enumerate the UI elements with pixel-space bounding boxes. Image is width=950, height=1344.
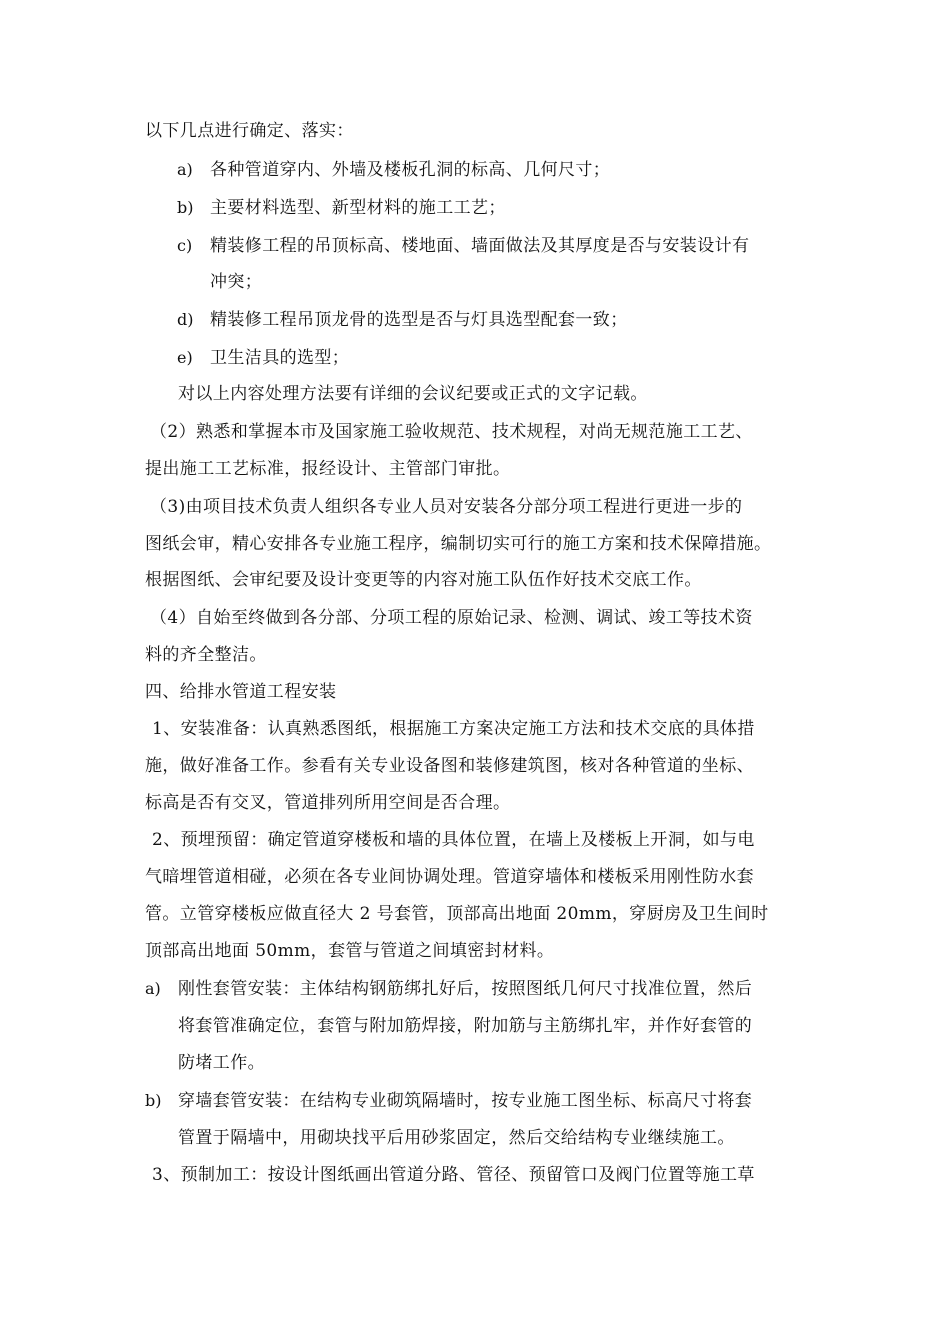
text-line: 管。立管穿楼板应做直径大 2 号套管，顶部高出地面 20mm，穿厨房及卫生间时 [145,904,769,924]
text-line: 精装修工程吊顶龙骨的选型是否与灯具选型配套一致； [210,310,628,330]
text-line: 提出施工工艺标准，报经设计、主管部门审批。 [145,459,511,479]
text-line: 以下几点进行确定、落实： [145,121,354,141]
text-line: 施，做好准备工作。参看有关专业设备图和装修建筑图，核对各种管道的坐标、 [145,756,754,776]
list-marker: c) [177,236,193,255]
list-marker: d) [177,310,194,329]
text-line: 刚性套管安装：主体结构钢筋绑扎好后，按照图纸几何尺寸找准位置，然后 [178,979,753,999]
text-line: 主要材料选型、新型材料的施工工艺； [210,198,506,218]
text-line: 气暗埋管道相碰，必须在各专业间协调处理。管道穿墙体和楼板采用刚性防水套 [145,867,754,887]
section-heading: 四、给排水管道工程安装 [145,682,337,702]
text-line: 穿墙套管安装：在结构专业砌筑隔墙时，按专业施工图坐标、标高尺寸将套 [178,1091,753,1111]
text-line: 精装修工程的吊顶标高、楼地面、墙面做法及其厚度是否与安装设计有 [210,236,750,256]
list-marker: e) [177,348,193,367]
text-line: 管置于隔墙中，用砌块找平后用砂浆固定，然后交给结构专业继续施工。 [178,1128,735,1148]
list-marker: b) [177,198,194,217]
list-marker: a) [145,979,161,998]
list-marker: b) [145,1091,162,1110]
text-line: 冲突； [210,272,263,292]
text-line: （2）熟悉和掌握本市及国家施工验收规范、技术规程，对尚无规范施工工艺、 [150,422,753,442]
text-line: （3)由项目技术负责人组织各专业人员对安装各分部分项工程进行更进一步的 [150,497,743,517]
text-line: （4）自始至终做到各分部、分项工程的原始记录、检测、调试、竣工等技术资 [150,608,753,628]
text-line: 将套管准确定位，套管与附加筋焊接，附加筋与主筋绑扎牢，并作好套管的 [178,1016,753,1036]
text-line: 卫生洁具的选型； [210,348,350,368]
text-line: 1、安装准备：认真熟悉图纸，根据施工方案决定施工方法和技术交底的具体措 [152,719,755,739]
text-line: 标高是否有交叉，管道排列所用空间是否合理。 [145,793,511,813]
list-marker: a) [177,160,193,179]
text-line: 3、预制加工：按设计图纸画出管道分路、管径、预留管口及阀门位置等施工草 [152,1165,755,1185]
text-line: 图纸会审，精心安排各专业施工程序，编制切实可行的施工方案和技术保障措施。 [145,534,772,554]
text-line: 对以上内容处理方法要有详细的会议纪要或正式的文字记载。 [178,384,648,404]
text-line: 防堵工作。 [178,1053,265,1073]
text-line: 料的齐全整洁。 [145,645,267,665]
text-line: 2、预埋预留：确定管道穿楼板和墙的具体位置，在墙上及楼板上开洞，如与电 [152,830,755,850]
text-line: 顶部高出地面 50mm，套管与管道之间填密封材料。 [145,941,555,961]
text-line: 根据图纸、会审纪要及设计变更等的内容对施工队伍作好技术交底工作。 [145,570,702,590]
text-line: 各种管道穿内、外墙及楼板孔洞的标高、几何尺寸； [210,160,611,180]
